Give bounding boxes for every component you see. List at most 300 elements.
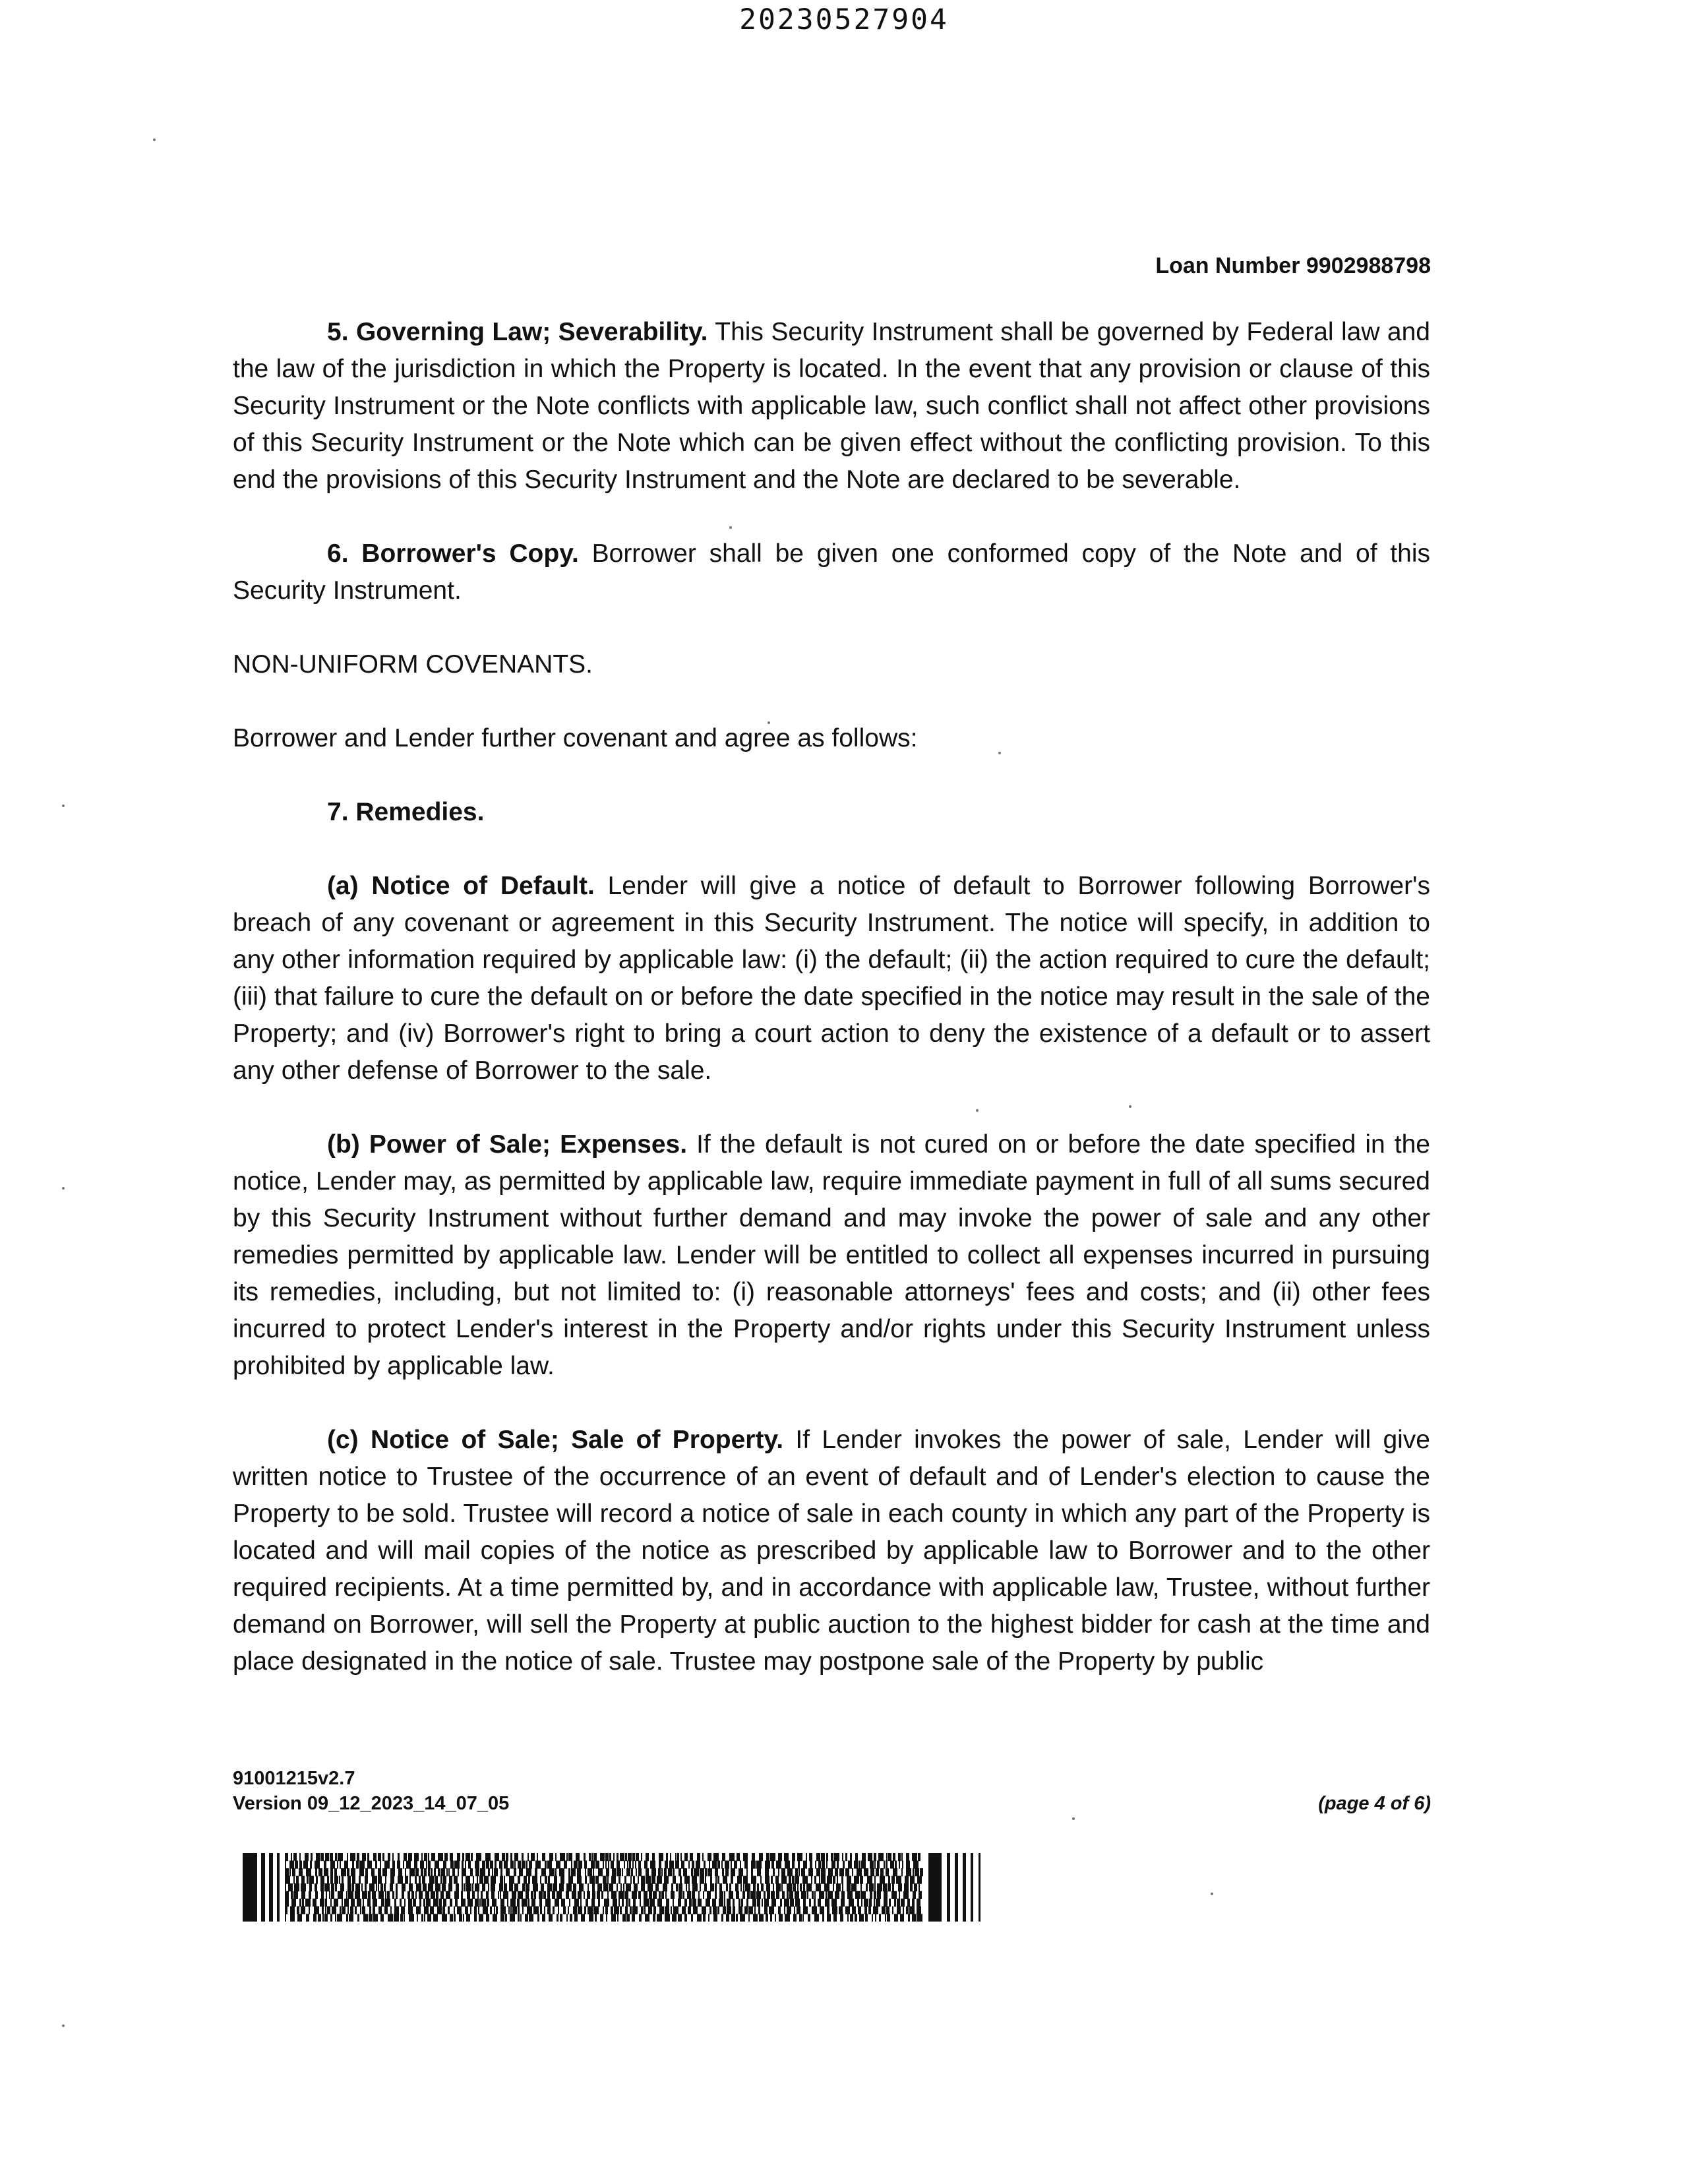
barcode-module <box>487 1898 489 1906</box>
barcode-module <box>692 1898 696 1906</box>
barcode-module <box>324 1914 328 1922</box>
barcode-module <box>607 1876 609 1884</box>
barcode-module <box>904 1883 909 1891</box>
barcode-module <box>754 1906 756 1914</box>
barcode-module <box>850 1914 853 1922</box>
barcode-module <box>665 1906 669 1914</box>
barcode-module <box>367 1861 372 1869</box>
barcode-module <box>722 1853 725 1861</box>
barcode-module <box>598 1898 600 1906</box>
barcode-module <box>424 1914 425 1922</box>
barcode-module <box>795 1891 799 1899</box>
barcode-module <box>500 1914 504 1922</box>
barcode-module <box>680 1853 682 1861</box>
barcode-module <box>884 1898 888 1906</box>
barcode-module <box>456 1883 459 1891</box>
barcode-module <box>352 1876 355 1884</box>
barcode-module <box>891 1876 895 1884</box>
barcode-module <box>285 1891 289 1899</box>
barcode-module <box>359 1868 364 1876</box>
barcode-module <box>356 1861 359 1869</box>
barcode-module <box>419 1891 423 1899</box>
barcode-module <box>678 1891 682 1899</box>
barcode-module <box>723 1906 726 1914</box>
barcode-module <box>564 1861 567 1869</box>
barcode-module <box>818 1898 821 1906</box>
barcode-module <box>285 1861 286 1869</box>
barcode-module <box>442 1914 447 1922</box>
barcode-module <box>609 1853 611 1861</box>
barcode-module <box>305 1898 311 1906</box>
barcode-module <box>419 1898 421 1906</box>
barcode-module <box>574 1898 579 1906</box>
barcode-module <box>841 1876 843 1884</box>
barcode-module <box>898 1883 902 1891</box>
barcode-module <box>708 1853 711 1861</box>
barcode-module <box>833 1883 834 1891</box>
barcode-module <box>352 1861 354 1869</box>
barcode-module <box>408 1853 412 1861</box>
barcode-module <box>725 1861 729 1869</box>
barcode-module <box>814 1914 819 1922</box>
barcode-module <box>394 1914 399 1922</box>
barcode-module <box>729 1883 731 1891</box>
barcode-module <box>670 1853 671 1861</box>
barcode-module <box>657 1898 662 1906</box>
barcode-module <box>726 1883 728 1891</box>
barcode-module <box>795 1868 798 1876</box>
barcode-module <box>549 1914 553 1922</box>
barcode-module <box>316 1853 320 1861</box>
barcode-module <box>357 1853 359 1861</box>
barcode-module <box>466 1853 470 1861</box>
barcode-module <box>894 1898 896 1906</box>
barcode-module <box>477 1891 479 1899</box>
barcode-module <box>742 1891 745 1899</box>
barcode-module <box>678 1898 681 1906</box>
barcode-module <box>877 1891 881 1899</box>
barcode-module <box>879 1914 881 1922</box>
barcode-module <box>721 1861 723 1869</box>
barcode-module <box>835 1891 839 1899</box>
barcode-module <box>766 1914 768 1922</box>
barcode-module <box>877 1883 882 1891</box>
barcode-module <box>605 1853 609 1861</box>
barcode-module <box>692 1876 697 1884</box>
barcode-module <box>573 1906 577 1914</box>
barcode-module <box>855 1914 857 1922</box>
barcode-module <box>534 1891 536 1899</box>
barcode-module <box>769 1906 774 1914</box>
barcode-module <box>852 1868 853 1876</box>
barcode-module <box>465 1861 466 1869</box>
barcode-module <box>735 1883 738 1891</box>
barcode-module <box>636 1868 637 1876</box>
barcode-module <box>338 1853 343 1861</box>
barcode-module <box>852 1906 856 1914</box>
barcode-module <box>709 1861 710 1869</box>
barcode-module <box>613 1898 617 1906</box>
barcode-module <box>831 1853 833 1861</box>
barcode-module <box>803 1906 808 1914</box>
barcode-module <box>812 1891 814 1899</box>
barcode-module <box>771 1891 775 1899</box>
barcode-module <box>864 1906 867 1914</box>
barcode-module <box>864 1868 868 1876</box>
barcode-module <box>603 1876 607 1884</box>
barcode-module <box>467 1891 470 1899</box>
barcode-module <box>803 1861 807 1869</box>
barcode-module <box>759 1853 763 1861</box>
barcode-module <box>765 1876 769 1884</box>
barcode-module <box>585 1868 586 1876</box>
barcode-module <box>450 1853 453 1861</box>
barcode-module <box>337 1861 338 1869</box>
barcode-module <box>355 1883 360 1891</box>
barcode-module <box>888 1883 891 1891</box>
barcode-module <box>465 1906 468 1914</box>
barcode-module <box>880 1868 884 1876</box>
barcode-module <box>651 1868 656 1876</box>
barcode-module <box>896 1876 901 1884</box>
barcode-module <box>518 1891 523 1899</box>
barcode-module <box>531 1891 533 1899</box>
barcode-module <box>874 1861 876 1869</box>
barcode-module <box>500 1868 502 1876</box>
barcode-module <box>864 1898 868 1906</box>
barcode-module <box>826 1861 828 1869</box>
barcode-module <box>584 1861 587 1869</box>
barcode-module <box>715 1883 717 1891</box>
barcode-module <box>833 1914 837 1922</box>
barcode-module <box>764 1898 769 1906</box>
barcode-module <box>427 1914 431 1922</box>
barcode-module <box>504 1883 507 1891</box>
barcode-module <box>778 1853 782 1861</box>
barcode-module <box>398 1853 400 1861</box>
section-7c-heading: (c) Notice of Sale; Sale of Property. <box>327 1426 784 1454</box>
barcode-module <box>299 1853 301 1861</box>
barcode-module <box>493 1914 497 1922</box>
barcode-module <box>675 1853 677 1861</box>
barcode-module <box>641 1906 644 1914</box>
barcode-module <box>593 1868 594 1876</box>
barcode-module <box>541 1883 544 1891</box>
barcode-module <box>310 1861 312 1869</box>
barcode-module <box>634 1883 638 1891</box>
barcode-module <box>865 1914 868 1922</box>
barcode-module <box>854 1861 859 1869</box>
section-6 <box>233 535 1430 609</box>
barcode-module <box>402 1891 404 1899</box>
barcode-module <box>802 1914 804 1922</box>
barcode-module <box>850 1853 852 1861</box>
barcode-module <box>806 1883 812 1891</box>
barcode-module <box>910 1883 913 1891</box>
barcode-module <box>482 1861 485 1869</box>
barcode-module <box>814 1876 816 1884</box>
barcode-module <box>483 1906 488 1914</box>
barcode-module <box>870 1868 874 1876</box>
barcode-module <box>331 1891 334 1899</box>
barcode-module <box>293 1853 297 1861</box>
scan-speck <box>998 752 1001 754</box>
barcode-module <box>775 1876 779 1884</box>
barcode-module <box>629 1861 631 1869</box>
barcode-module <box>367 1853 369 1861</box>
barcode-start-bar <box>269 1853 273 1922</box>
barcode-module <box>566 1883 572 1891</box>
scan-speck <box>976 1109 979 1112</box>
barcode-module <box>595 1876 599 1884</box>
barcode-module <box>874 1853 876 1861</box>
barcode-module <box>664 1868 667 1876</box>
barcode-module <box>442 1906 445 1914</box>
barcode-module <box>764 1891 766 1899</box>
barcode-module <box>480 1868 485 1876</box>
barcode-module <box>372 1891 376 1899</box>
section-5 <box>233 314 1430 499</box>
barcode-module <box>293 1891 298 1899</box>
barcode-module <box>903 1891 909 1899</box>
barcode-module <box>334 1876 338 1884</box>
barcode-module <box>486 1861 489 1869</box>
barcode-module <box>806 1853 807 1861</box>
barcode-module <box>563 1906 566 1914</box>
barcode-module <box>378 1853 381 1861</box>
barcode-module <box>285 1898 289 1906</box>
barcode-module <box>811 1876 812 1884</box>
barcode-module <box>799 1868 800 1876</box>
barcode-module <box>384 1906 388 1914</box>
barcode-module <box>750 1891 756 1899</box>
barcode-module <box>569 1898 570 1906</box>
barcode-module <box>708 1868 712 1876</box>
barcode-module <box>784 1853 789 1861</box>
barcode-module <box>684 1914 687 1922</box>
barcode-module <box>897 1906 901 1914</box>
barcode-module <box>915 1868 919 1876</box>
barcode-module <box>404 1898 406 1906</box>
barcode-module <box>705 1868 708 1876</box>
barcode-module <box>529 1861 532 1869</box>
barcode-module <box>680 1876 682 1884</box>
barcode-module <box>839 1868 844 1876</box>
barcode-module <box>694 1868 699 1876</box>
barcode-module <box>920 1868 923 1876</box>
barcode-module <box>558 1906 559 1914</box>
barcode-module <box>352 1883 354 1891</box>
barcode-module <box>743 1876 748 1884</box>
barcode-module <box>756 1891 761 1899</box>
barcode-module <box>757 1898 760 1906</box>
barcode-stop-bar <box>971 1853 973 1922</box>
barcode-module <box>307 1876 309 1884</box>
barcode-module <box>380 1861 381 1869</box>
barcode-module <box>443 1861 446 1869</box>
barcode-module <box>510 1898 516 1906</box>
barcode-module <box>648 1883 653 1891</box>
barcode-module <box>347 1906 349 1914</box>
barcode-module <box>641 1876 645 1884</box>
barcode-module <box>828 1868 833 1876</box>
barcode-module <box>708 1914 709 1922</box>
barcode-module <box>892 1883 894 1891</box>
barcode-module <box>587 1891 590 1899</box>
barcode-module <box>855 1891 860 1899</box>
barcode-module <box>452 1868 455 1876</box>
barcode-module <box>617 1861 620 1869</box>
barcode-module <box>454 1906 455 1914</box>
barcode-module <box>869 1898 872 1906</box>
barcode-module <box>638 1868 642 1876</box>
barcode-module <box>751 1876 756 1884</box>
barcode-module <box>653 1914 655 1922</box>
barcode-module <box>301 1891 305 1899</box>
barcode-module <box>743 1853 748 1861</box>
scan-speck <box>729 526 732 529</box>
barcode-module <box>876 1898 880 1906</box>
barcode-module <box>820 1906 824 1914</box>
barcode-module <box>589 1853 591 1861</box>
barcode-module <box>574 1914 578 1922</box>
barcode-module <box>405 1876 408 1884</box>
barcode-module <box>539 1898 542 1906</box>
barcode-module <box>479 1876 483 1884</box>
barcode-module <box>665 1861 668 1869</box>
barcode-module <box>740 1914 745 1922</box>
barcode-module <box>424 1853 427 1861</box>
barcode-module <box>592 1891 595 1899</box>
barcode-module <box>845 1868 849 1876</box>
barcode-module <box>435 1876 438 1884</box>
barcode-module <box>325 1853 329 1861</box>
barcode-module <box>291 1891 293 1899</box>
section-7c <box>233 1422 1430 1680</box>
barcode-module <box>808 1868 813 1876</box>
barcode-module <box>600 1914 603 1922</box>
barcode-module <box>917 1876 922 1884</box>
barcode-module <box>297 1914 302 1922</box>
barcode-module <box>747 1891 750 1899</box>
barcode-module <box>559 1883 564 1891</box>
barcode-module <box>633 1876 635 1884</box>
barcode-module <box>722 1868 724 1876</box>
barcode-module <box>888 1853 891 1861</box>
barcode-module <box>368 1891 371 1899</box>
barcode-module <box>617 1853 618 1861</box>
barcode-module <box>773 1868 775 1876</box>
barcode-module <box>380 1914 384 1922</box>
barcode-module <box>738 1868 743 1876</box>
barcode-module <box>702 1853 704 1861</box>
barcode-module <box>311 1853 313 1861</box>
barcode-module <box>712 1898 716 1906</box>
barcode-module <box>472 1891 475 1899</box>
barcode-module <box>737 1876 742 1884</box>
barcode-module <box>744 1861 748 1869</box>
barcode-module <box>620 1883 622 1891</box>
barcode-module <box>671 1891 675 1899</box>
barcode-module <box>556 1861 560 1869</box>
barcode-module <box>703 1914 706 1922</box>
barcode-module <box>816 1868 820 1876</box>
barcode-module <box>347 1883 351 1891</box>
barcode-module <box>840 1914 843 1922</box>
barcode-module <box>446 1868 448 1876</box>
barcode-module <box>901 1898 905 1906</box>
barcode-module <box>827 1914 831 1922</box>
barcode-module <box>651 1876 655 1884</box>
barcode-module <box>641 1853 642 1861</box>
barcode-stop-bar <box>947 1853 950 1922</box>
barcode-module <box>709 1906 711 1914</box>
barcode-module <box>886 1868 889 1876</box>
barcode-module <box>528 1876 530 1884</box>
barcode-module <box>919 1891 922 1899</box>
barcode-module <box>727 1906 731 1914</box>
barcode-module <box>409 1868 415 1876</box>
barcode-module <box>617 1883 618 1891</box>
barcode-module <box>385 1898 390 1906</box>
barcode-module <box>363 1914 368 1922</box>
barcode-module <box>726 1914 729 1922</box>
barcode-stop-bar <box>979 1853 980 1922</box>
barcode-module <box>446 1891 450 1899</box>
scan-speck <box>1129 1105 1131 1108</box>
barcode-module <box>346 1914 348 1922</box>
barcode-module <box>315 1883 317 1891</box>
barcode-module <box>537 1853 538 1861</box>
barcode-module <box>438 1853 443 1861</box>
barcode-module <box>428 1853 429 1861</box>
barcode-module <box>684 1876 690 1884</box>
barcode-module <box>289 1868 291 1876</box>
barcode-module <box>522 1883 526 1891</box>
barcode-module <box>428 1883 433 1891</box>
barcode-module <box>801 1891 806 1899</box>
barcode-module <box>335 1914 336 1922</box>
barcode-module <box>504 1861 508 1869</box>
barcode-module <box>518 1861 521 1869</box>
barcode-stop-bar <box>955 1853 958 1922</box>
barcode-module <box>500 1898 504 1906</box>
barcode-module <box>752 1898 756 1906</box>
barcode-module <box>707 1891 711 1899</box>
barcode-module <box>519 1868 523 1876</box>
barcode-module <box>416 1906 421 1914</box>
barcode-module <box>449 1876 452 1884</box>
barcode-module <box>474 1906 477 1914</box>
barcode-module <box>855 1853 858 1861</box>
barcode-module <box>291 1853 292 1861</box>
barcode-module <box>744 1906 748 1914</box>
barcode-module <box>518 1906 520 1914</box>
version-string: Version 09_12_2023_14_07_05 <box>233 1793 510 1814</box>
barcode-module <box>693 1906 698 1914</box>
barcode-module <box>316 1876 318 1884</box>
barcode-module <box>362 1906 365 1914</box>
barcode-module <box>727 1898 731 1906</box>
barcode-module <box>296 1876 299 1884</box>
barcode-module <box>498 1891 499 1899</box>
barcode-module <box>659 1891 661 1899</box>
barcode-module <box>690 1853 693 1861</box>
barcode-module <box>435 1883 440 1891</box>
barcode-module <box>540 1906 542 1914</box>
barcode-module <box>866 1883 868 1891</box>
barcode-module <box>589 1914 593 1922</box>
